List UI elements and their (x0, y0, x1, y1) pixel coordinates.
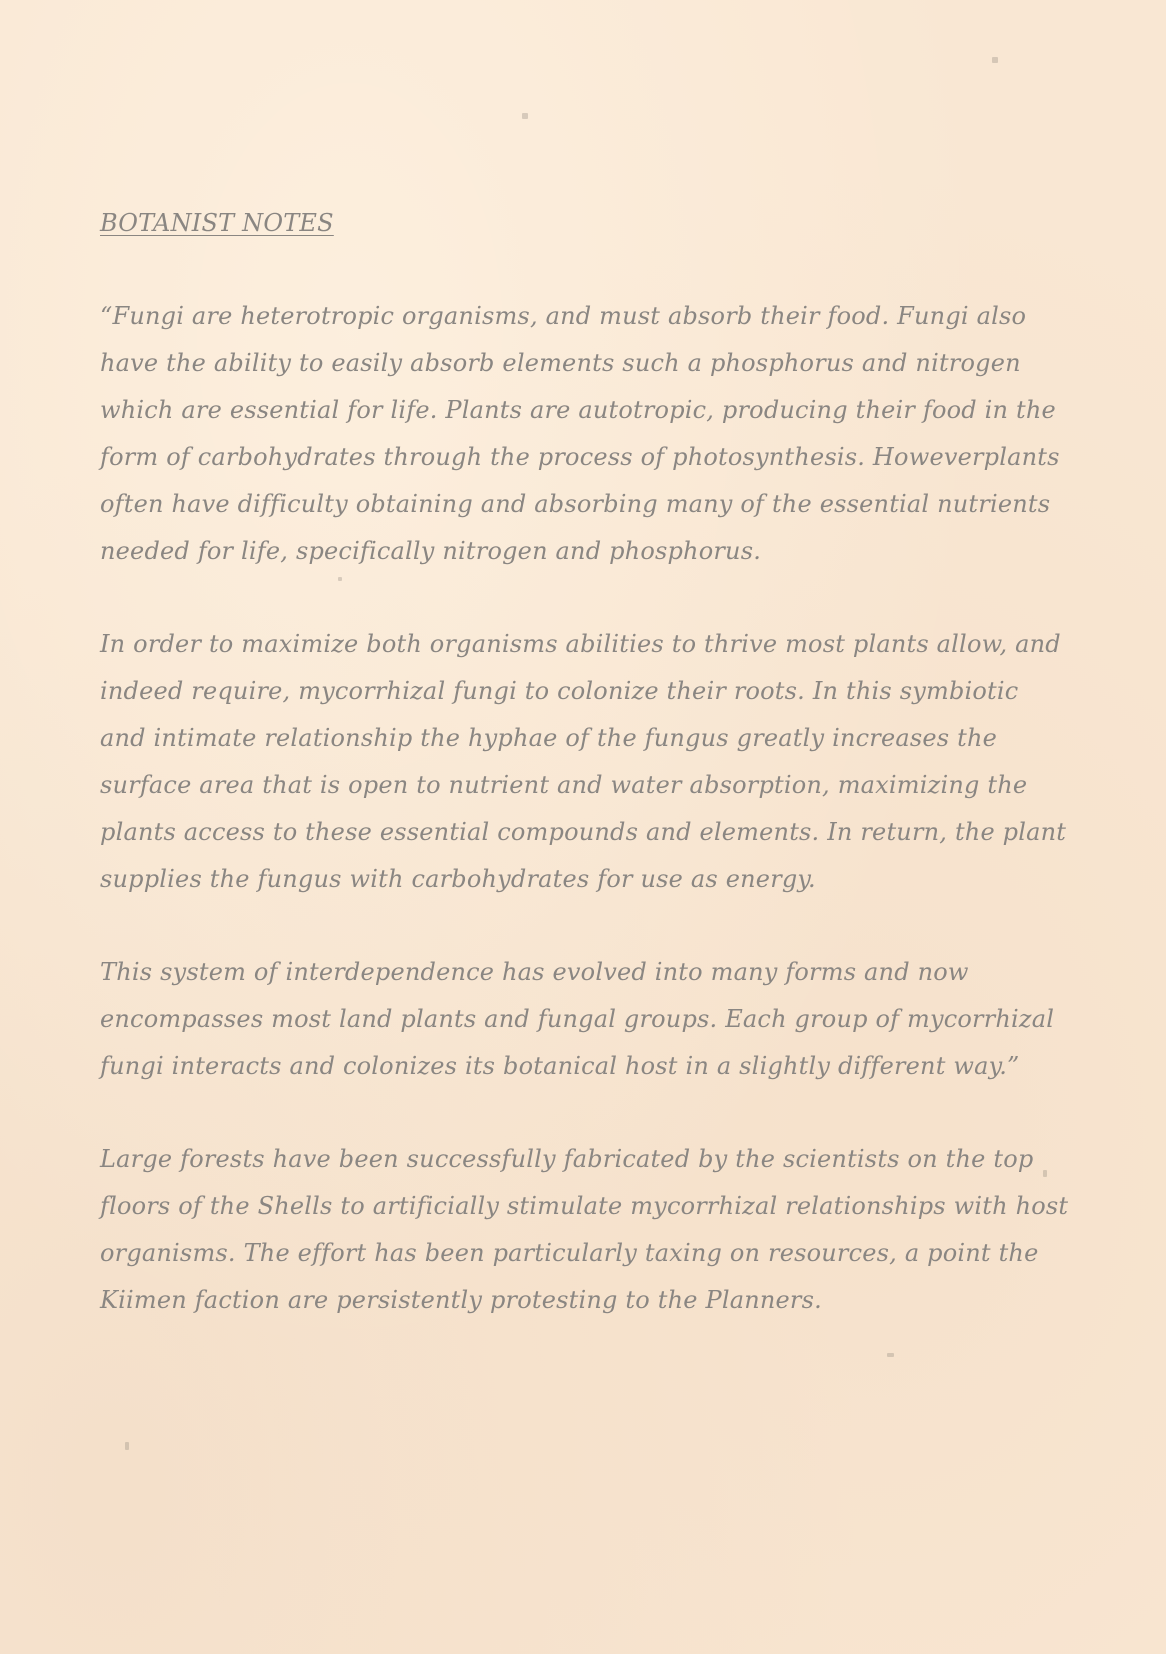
paragraph-interdependence: This system of interdependence has evolved into many forms and now encompasses most land plants and fungal groups. Each group of mycorrhizal fungi interacts and colonizes its botanical host in a slightly different way.” (100, 958, 1055, 1080)
paragraph-mycorrhizal-symbiosis: In order to maximize both organisms abilities to thrive most plants allow, and indeed require, mycorrhizal fungi to colonize their roots. In this symbiotic and intimate relationship the hyphae of the fungus greatly increases the surface area that is open to nutrient and water absorption, maximizing the plants access to these essential compounds and elements. In return, the plant supplies the fungus with carbohydrates for use as energy. (100, 630, 1067, 893)
paragraph-shell-forests: Large forests have been successfully fabricated by the scientists on the top floors of the Shells to artificially stimulate mycorrhizal relationships with host organisms. The effort has been particularly taxing on resources, a point the Kiimen faction are persistently protesting to the Planners. (100, 1145, 1069, 1314)
paper-speck (992, 57, 998, 63)
paper-speck (125, 1442, 129, 1450)
notes-content (100, 205, 1070, 1370)
paper-speck (522, 113, 528, 119)
document-title: BOTANIST NOTES (100, 209, 334, 237)
paragraph-fungi-plants: “Fungi are heterotropic organisms, and must absorb their food. Fungi also have the ability to easily absorb elements such a phosphorus and nitrogen which are essential for life. Plants are autotropic, producing their food in the form of carbohydrates through the process of photosynthesis. Howeverplants often have difficulty obtaining and absorbing many of the essential nutrients needed for life, specifically nitrogen and phosphorus. (100, 302, 1060, 565)
